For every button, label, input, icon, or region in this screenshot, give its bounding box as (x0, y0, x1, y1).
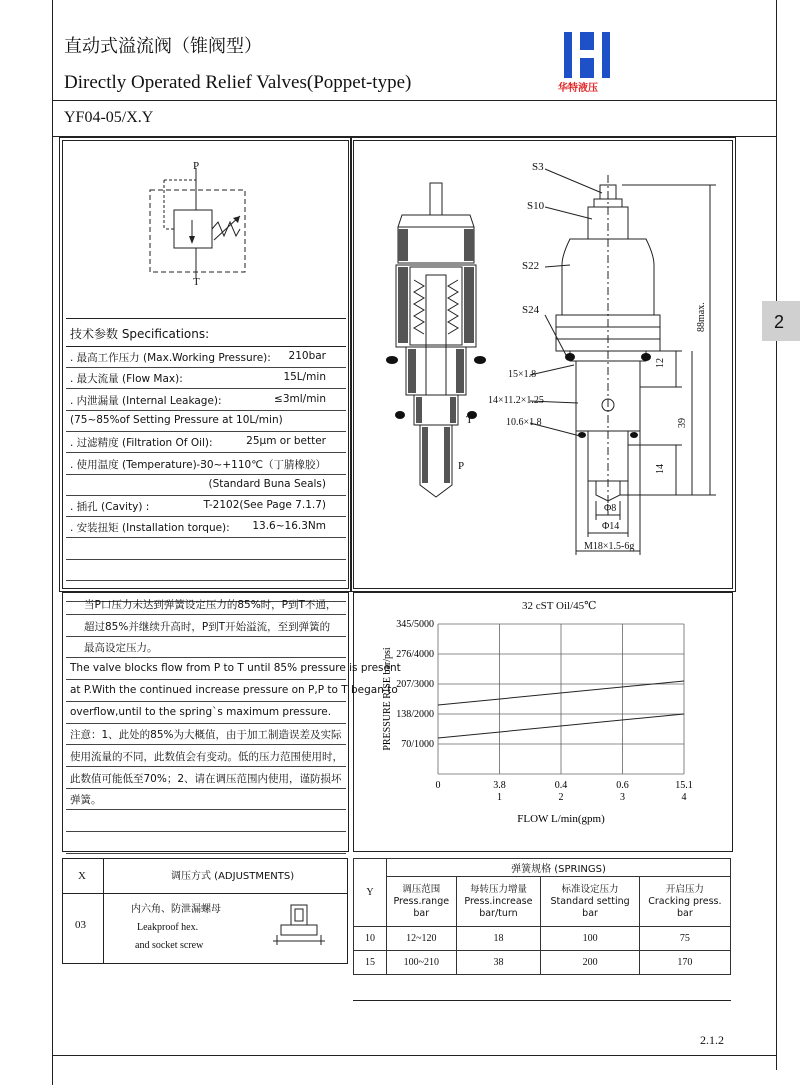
description-line-text: 当P口压力未达到弹簧设定压力的85%时，P到T不通， (84, 599, 337, 611)
springs-header-text: bar (677, 907, 693, 919)
spec-value: -30~+110℃（丁腈橡胶） (196, 458, 326, 471)
spec-key: . 最大流量 (Flow Max): (70, 373, 183, 386)
springs-table (353, 858, 731, 975)
springs-col-y: Y (354, 859, 387, 927)
description-line (66, 636, 346, 658)
label-thread: 14×11.2×1.25 (488, 395, 544, 406)
label-phi14: Φ14 (602, 521, 620, 532)
hex-socket-screw-icon (269, 899, 329, 955)
spec-value: 210bar (288, 350, 326, 362)
chart-title: 32 cST Oil/45℃ (522, 600, 597, 612)
spec-top-rule (66, 318, 346, 319)
springs-cell: 75 (639, 927, 730, 951)
description-line (66, 723, 346, 745)
springs-row (354, 951, 731, 975)
label-s24: S24 (522, 304, 540, 316)
label-dim-88: 88max. (696, 302, 707, 332)
springs-header-text: bar/turn (479, 907, 518, 919)
chart-x-tick-label: 0 (435, 780, 441, 791)
springs-cell: 100 (541, 927, 639, 951)
spec-key: . 最高工作压力 (Max.Working Pressure): (70, 352, 271, 364)
label-s22: S22 (522, 260, 540, 272)
adj-code: 03 (75, 919, 86, 931)
description-line (66, 702, 346, 724)
section-tab (762, 301, 800, 341)
spec-value: 25μm or better (246, 435, 326, 448)
springs-cell: 10 (354, 927, 387, 951)
title-cn: 直动式溢流阀（锥阀型） (64, 36, 262, 57)
chart-x-tick-label: 0.4 (554, 780, 568, 791)
description-line (66, 745, 346, 767)
model-number: YF04-05/X.Y (64, 109, 154, 126)
company-logo (562, 30, 612, 82)
spec-key: . 使用温度 (Temperature) : (70, 458, 204, 471)
springs-header-text: 每转压力增量 (469, 883, 527, 895)
description-line-text: at P.With the continued increase pressure on P,P to T began to (70, 683, 398, 696)
adj-desc-en2: and socket screw (135, 940, 204, 951)
spec-key: . 过滤精度 (Filtration Of Oil): (70, 437, 213, 450)
springs-header-text: Press.range (393, 895, 450, 907)
model-rule (52, 136, 777, 137)
label-dim-12: 12 (655, 358, 666, 368)
label-port-p: P (458, 460, 465, 472)
adj-desc-cn: 内六角、防泄漏螺母 (131, 904, 221, 915)
spec-row (66, 410, 346, 432)
springs-cell: 18 (456, 927, 541, 951)
adj-heading: 调压方式 (ADJUSTMENTS) (171, 871, 295, 882)
spec-row (66, 431, 346, 453)
description-line-text: The valve blocks flow from P to T until 85% pressure is present (70, 662, 401, 675)
spec-empty-row (66, 559, 346, 581)
springs-header-text: 标准设定压力 (561, 883, 619, 895)
description-empty-line (66, 832, 346, 854)
springs-header-cell (639, 877, 730, 927)
adj-header-rule (63, 893, 347, 894)
hydraulic-symbol (140, 160, 260, 290)
chart-y-tick-label: 345/5000 (396, 619, 434, 630)
chart-x-tick-label-gpm: 4 (681, 792, 687, 803)
valve-drawing (370, 155, 730, 575)
chart-x-tick-label: 3.8 (493, 780, 506, 791)
adjustments-table (62, 858, 348, 964)
chart-x-axis-label: FLOW L/min(gpm) (517, 813, 605, 825)
chart-x-tick-label: 15.1 (675, 780, 693, 791)
description-line-text: 超过85%并继续升高时，P到T开始溢流，至到弹簧的 (84, 620, 331, 633)
description-line-text: 弹簧。 (70, 794, 102, 807)
springs-row (354, 927, 731, 951)
springs-header-text: Cracking press. (648, 895, 722, 907)
frame-right (776, 0, 777, 1070)
springs-cell: 12~120 (387, 927, 457, 951)
description-line (66, 680, 398, 702)
label-s10: S10 (527, 200, 545, 212)
page-number: 2.1.2 (700, 1033, 724, 1047)
spec-heading: 技术参数 Specifications: (70, 327, 210, 341)
label-port-t: T (466, 414, 473, 426)
label-dim-39: 39 (677, 418, 688, 428)
description-line-text: overflow,until to the spring`s maximum pressure. (70, 705, 332, 718)
symbol-port-p: P (193, 160, 200, 172)
description-line-text: 注意：1、此处的85%为大概值，由于加工制造误差及实际 (70, 729, 342, 742)
chart-y-tick-label: 276/4000 (396, 649, 434, 660)
chart-x-tick-label-gpm: 3 (620, 792, 625, 803)
spec-value: 15L/min (283, 371, 326, 384)
description-line (66, 615, 346, 637)
description-empty-line (66, 810, 346, 832)
springs-header-cell (387, 877, 457, 927)
springs-body (354, 927, 731, 975)
chart-y-tick-label: 207/3000 (396, 679, 434, 690)
springs-header-text: Standard setting (550, 895, 630, 907)
chart-y-axis-label: PRESSURE RISE bar/psi (382, 647, 393, 751)
chart-x-tick-label-gpm: 1 (497, 792, 502, 803)
label-s3: S3 (532, 161, 544, 173)
spec-key: . 内泄漏量 (Internal Leakage): (70, 394, 222, 407)
springs-header-text: bar (413, 907, 430, 919)
springs-header-text: Press.increase (464, 895, 533, 907)
description-line-text: 此数值可能低至70%；2、请在调压范围内使用，谨防损坏 (70, 772, 342, 785)
description-line-text: 使用流量的不同，此数值会有变动。低的压力范围使用时， (70, 750, 343, 763)
description-line-text: 最高设定压力。 (84, 642, 158, 655)
description-line (66, 767, 346, 789)
spec-empty-row (66, 538, 346, 560)
spec-row (66, 346, 346, 368)
spec-value: ≤3ml/min (274, 392, 326, 405)
chart-y-tick-label: 70/1000 (401, 739, 434, 750)
chart-x-tick-label-gpm: 2 (558, 792, 564, 803)
spec-value: 13.6~16.3Nm (252, 520, 326, 533)
chart-y-tick-label: 138/2000 (396, 709, 434, 720)
spec-row (66, 453, 346, 475)
frame-left (52, 0, 53, 1085)
springs-header-cell (456, 877, 541, 927)
springs-heading: 弹簧规格 (SPRINGS) (387, 859, 731, 877)
spec-key: (75~85%of Setting Pressure at 10L/min) (70, 413, 283, 426)
spec-row (66, 367, 346, 389)
description-line (66, 593, 346, 615)
section-tab-number: 2 (774, 312, 785, 332)
adj-col-x-label: X (78, 870, 86, 882)
footer-rule (52, 1055, 777, 1056)
label-oring-10: 10.6×1.8 (506, 417, 542, 428)
springs-cell: 170 (639, 951, 730, 975)
pressure-flow-chart (360, 612, 728, 848)
logo-text: 华特液压 (558, 83, 598, 94)
description-line (66, 658, 401, 680)
spec-key: . 安装扭矩 (Installation torque): (70, 522, 230, 535)
springs-cell: 15 (354, 951, 387, 975)
springs-bottom-rule (353, 1000, 731, 1001)
label-phi8: Φ8 (604, 503, 617, 514)
label-m18: M18×1.5-6g (584, 541, 635, 552)
label-oring-15: 15×1.8 (508, 369, 537, 380)
springs-header-row (354, 877, 731, 927)
title-en: Directly Operated Relief Valves(Poppet-type) (64, 72, 412, 93)
spec-value: T-2102(See Page 7.1.7) (203, 499, 326, 512)
springs-cell: 100~210 (387, 951, 457, 975)
springs-cell: 200 (541, 951, 639, 975)
chart-x-tick-label: 0.6 (616, 780, 629, 791)
spec-row (66, 474, 346, 496)
spec-key: . 插孔 (Cavity) : (70, 501, 150, 514)
symbol-port-t: T (193, 276, 200, 288)
springs-header-text: 开启压力 (665, 883, 704, 895)
adj-desc-en1: Leakproof hex. (137, 922, 199, 933)
springs-cell: 38 (456, 951, 541, 975)
spec-row (66, 389, 346, 411)
description-line (66, 788, 346, 810)
spec-value: (Standard Buna Seals) (208, 477, 326, 490)
springs-header-text: 调压范围 (402, 883, 441, 895)
label-dim-14: 14 (655, 464, 666, 474)
springs-header-cell (541, 877, 639, 927)
springs-header-text: bar (582, 907, 598, 919)
header-rule (52, 100, 777, 101)
spec-row (66, 516, 346, 538)
spec-row (66, 495, 346, 517)
